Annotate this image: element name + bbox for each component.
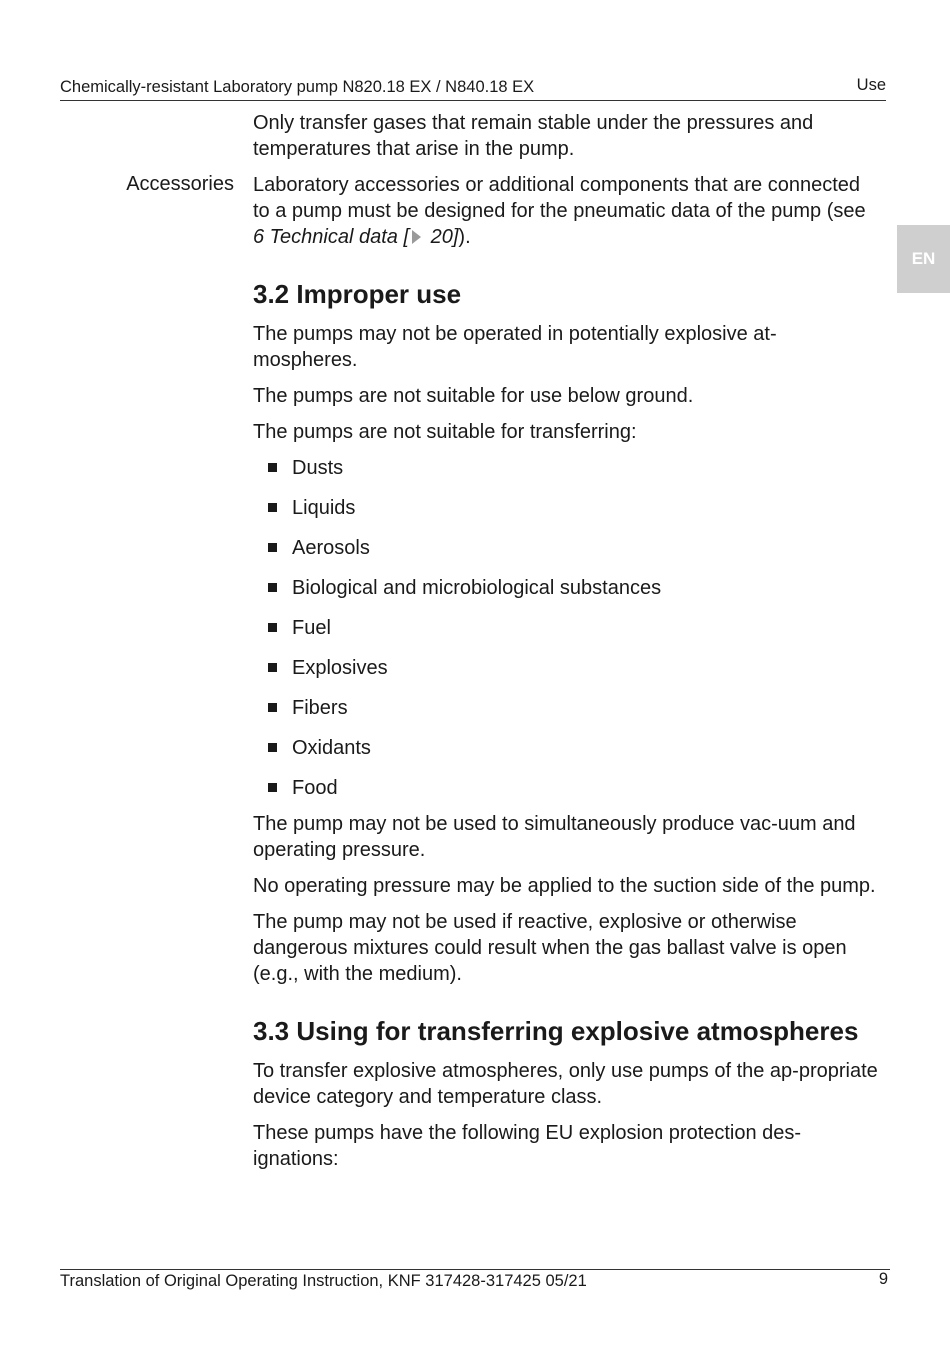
list-item: Explosives — [253, 655, 878, 695]
running-header-section: Use — [856, 76, 886, 94]
unsuitable-media-list — [253, 455, 878, 805]
improper-use-p4: The pump may not be used to simultaneously produce vac-uum and operating pressure. — [253, 813, 856, 861]
technical-data-link[interactable] — [253, 226, 458, 248]
list-item: Fibers — [253, 695, 878, 735]
improper-use-p6: The pump may not be used if reactive, explosive or otherwise dangerous mixtures could result when the gas ballast valve is open (e.g., with the medium). — [253, 911, 847, 985]
explosive-p2: These pumps have the following EU explosion protection des-ignations: — [253, 1122, 802, 1170]
running-header-title: Chemically-resistant Laboratory pump N820.18 EX / N840.18 EX — [60, 78, 535, 96]
list-item: Oxidants — [253, 735, 878, 775]
technical-data-link-page: 20] — [425, 226, 459, 248]
header-rule — [60, 100, 886, 101]
list-item: Aerosols — [253, 535, 878, 575]
list-item: Dusts — [253, 455, 878, 495]
section-heading-improper-use: 3.2 Improper use — [253, 279, 462, 309]
page-arrow-icon — [412, 230, 421, 244]
language-tab: EN — [897, 225, 950, 293]
improper-use-p1: The pumps may not be operated in potentially explosive at-mospheres. — [253, 323, 777, 371]
improper-use-p3: The pumps are not suitable for transferring: — [253, 421, 637, 443]
explosive-p1: To transfer explosive atmospheres, only use pumps of the ap-propriate device category and temperature class. — [253, 1060, 878, 1108]
list-item: Food — [253, 775, 878, 805]
technical-data-link-label: 6 Technical data [ — [253, 226, 410, 248]
accessories-margin-label: Accessories — [126, 173, 234, 195]
improper-use-p5: No operating pressure may be applied to the suction side of the pump. — [253, 875, 876, 897]
footer-text: Translation of Original Operating Instruction, KNF 317428-317425 05/21 — [60, 1272, 587, 1290]
accessories-text: Laboratory accessories or additional components that are connected to a pump must be designed for the pneumatic data of the pump (see — [253, 174, 866, 222]
section-heading-explosive-atmospheres: 3.3 Using for transferring explosive atmospheres — [253, 1016, 859, 1046]
accessories-paragraph — [253, 172, 878, 250]
footer-rule — [60, 1269, 890, 1270]
accessories-text-end: ). — [458, 226, 471, 248]
improper-use-p2: The pumps are not suitable for use below ground. — [253, 385, 694, 407]
list-item: Fuel — [253, 615, 878, 655]
list-item: Liquids — [253, 495, 878, 535]
list-item: Biological and microbiological substances — [253, 575, 878, 615]
page-content — [253, 110, 878, 1182]
intro-paragraph: Only transfer gases that remain stable under the pressures and temperatures that arise in the pump. — [253, 112, 814, 160]
page-number: 9 — [878, 1270, 888, 1288]
